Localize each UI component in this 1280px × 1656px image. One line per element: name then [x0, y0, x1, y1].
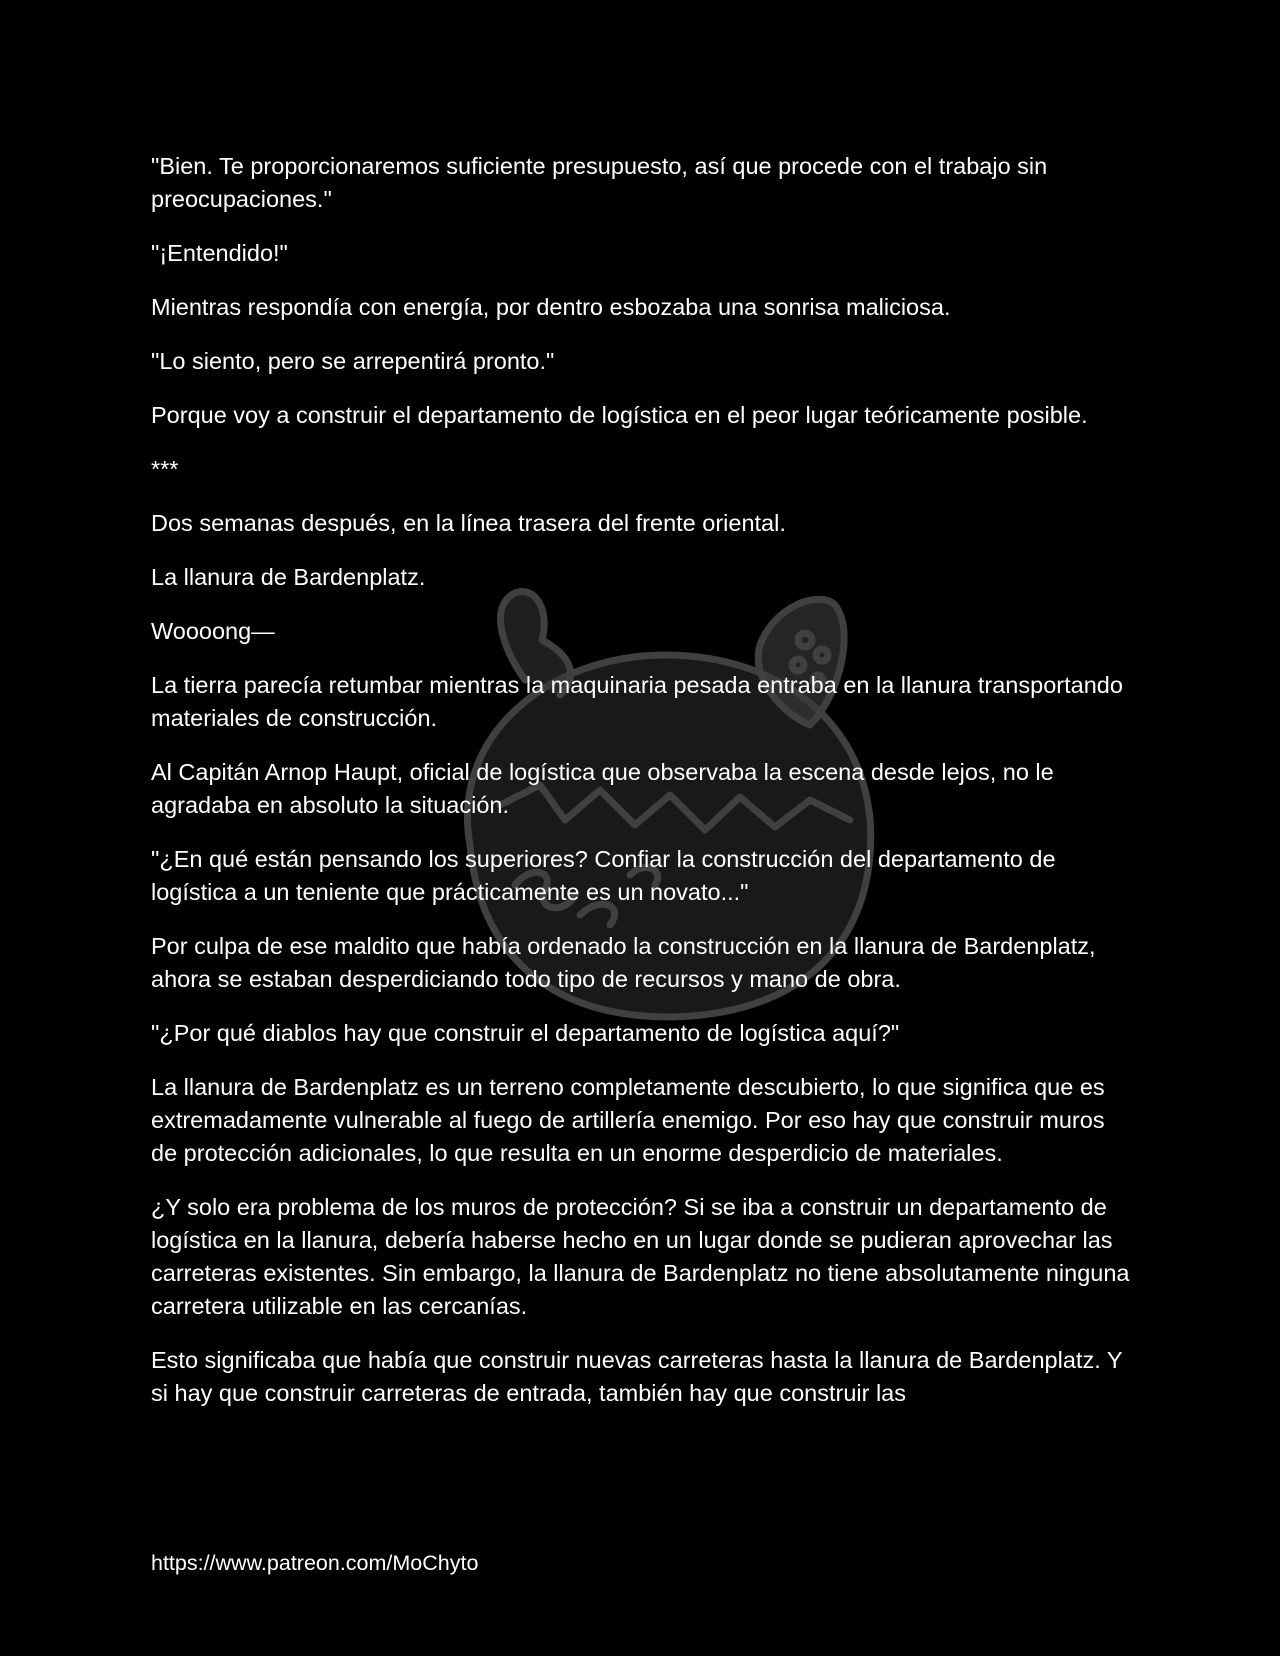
paragraph: "Bien. Te proporcionaremos suficiente presupuesto, así que procede con el trabajo sin preocupaciones."	[151, 153, 1048, 212]
paragraph: "¿Por qué diablos hay que construir el departamento de logística aquí?"	[151, 1020, 900, 1046]
paragraph: La tierra parecía retumbar mientras la maquinaria pesada entraba en la llanura transportando materiales de construcción.	[151, 672, 1123, 731]
paragraph: La llanura de Bardenplatz es un terreno completamente descubierto, lo que significa que es extremadamente vulnerable al fuego de artillería enemigo. Por eso hay que construir muros de protección adicionales, lo que resulta en un enorme desperdicio de materiales.	[151, 1074, 1105, 1166]
paragraph: Al Capitán Arnop Haupt, oficial de logística que observaba la escena desde lejos, no le agradaba en absoluto la situación.	[151, 759, 1054, 818]
paragraph: Dos semanas después, en la línea trasera del frente oriental.	[151, 510, 786, 536]
paragraph: Mientras respondía con energía, por dentro esbozaba una sonrisa maliciosa.	[151, 294, 951, 320]
paragraph: Woooong—	[151, 618, 275, 644]
paragraph: Porque voy a construir el departamento de logística en el peor lugar teóricamente posible.	[151, 402, 1088, 428]
paragraph: "¡Entendido!"	[151, 240, 288, 266]
document-body	[151, 150, 1136, 1431]
paragraph: "¿En qué están pensando los superiores? Confiar la construcción del departamento de logística a un teniente que prácticamente es un novato..."	[151, 846, 1056, 905]
paragraph: Por culpa de ese maldito que había ordenado la construcción en la llanura de Bardenplatz, ahora se estaban desperdiciando todo tipo de recursos y mano de obra.	[151, 933, 1096, 992]
patreon-link[interactable]: https://www.patreon.com/MoChyto	[151, 1551, 479, 1575]
paragraph: Esto significaba que había que construir nuevas carreteras hasta la llanura de Bardenplatz. Y si hay que construir carreteras de entrada, también hay que construir las	[151, 1347, 1123, 1406]
section-separator: ***	[151, 456, 179, 482]
paragraph: "Lo siento, pero se arrepentirá pronto."	[151, 348, 555, 374]
paragraph: La llanura de Bardenplatz.	[151, 564, 426, 590]
paragraph: ¿Y solo era problema de los muros de protección? Si se iba a construir un departamento de logística en la llanura, debería haberse hecho en un lugar donde se pudieran aprovechar las carreteras existentes. Sin embargo, la llanura de Bardenplatz no tiene absolutamente ninguna carretera utilizable en las cercanías.	[151, 1194, 1130, 1319]
